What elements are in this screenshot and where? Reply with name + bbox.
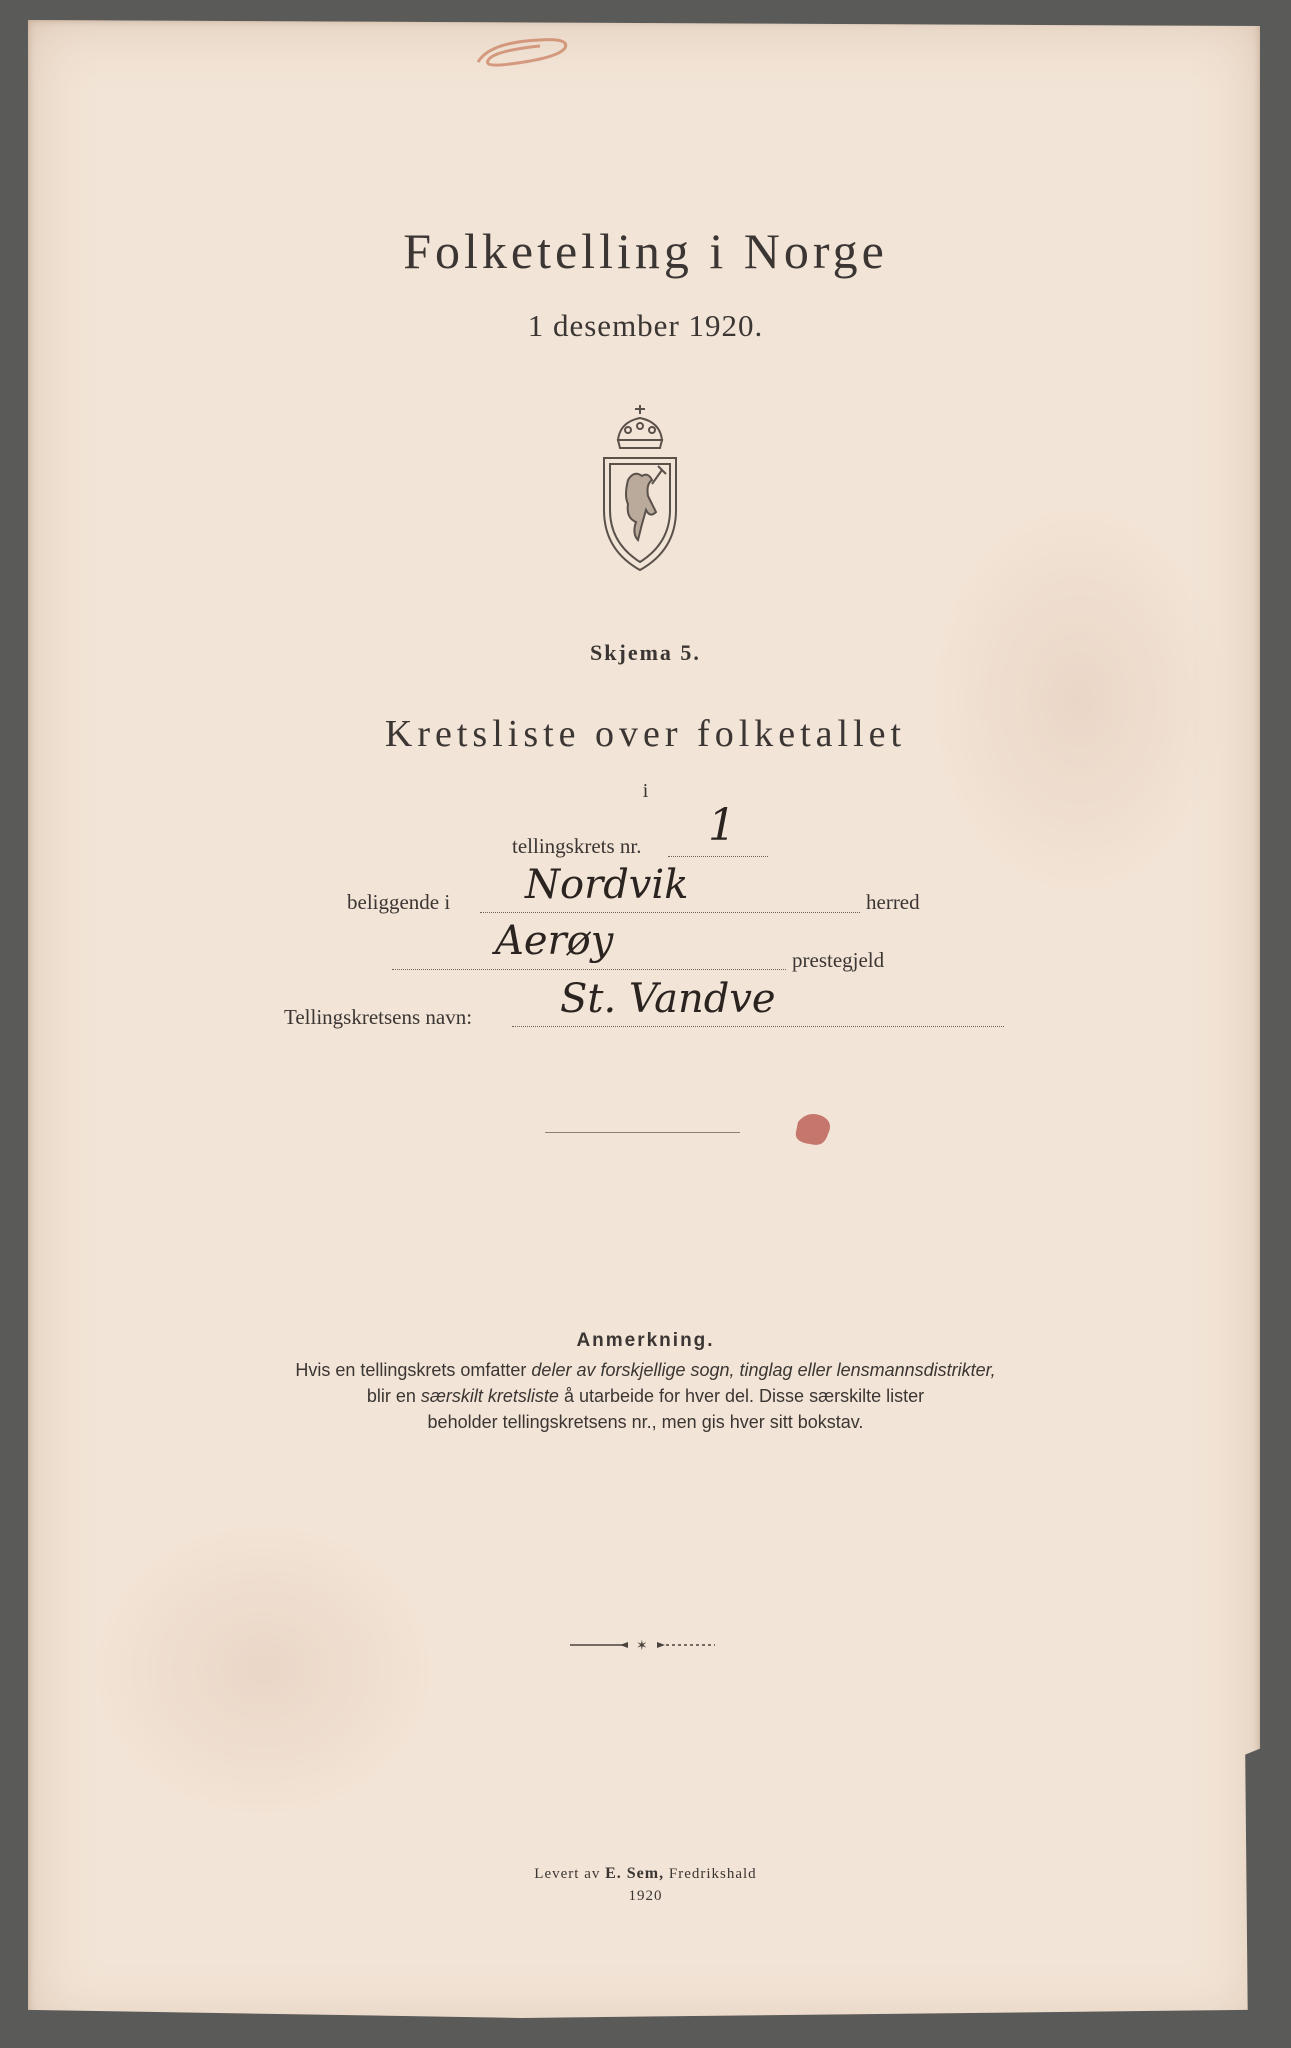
connector-word: i [642, 780, 649, 802]
herred-label: herred [866, 890, 920, 914]
krets-line [668, 856, 768, 857]
beliggende-label: beliggende i [347, 890, 451, 914]
printer-prefix: Levert av [534, 1866, 601, 1882]
note-line-3: beholder tellingskretsens nr., men gis hver sitt bokstav. [427, 1412, 864, 1432]
prestegjeld-label: prestegjeld [792, 948, 885, 972]
paperclip-mark [470, 32, 580, 72]
kretsnavn-field[interactable]: St. Vandve [560, 976, 776, 1022]
document-title: Folketelling i Norge [403, 223, 888, 279]
note-emphasis: særskilt kretsliste [420, 1386, 559, 1406]
kretsnavn-label: Tellingskretsens navn: [284, 1005, 473, 1029]
herred-line [480, 912, 860, 913]
printer-place: Fredrikshald [668, 1866, 757, 1882]
printer-year: 1920 [628, 1888, 663, 1904]
note-text: å utarbeide for hver del. Disse særskilte lister [558, 1386, 925, 1406]
paper-stain [88, 1520, 438, 1820]
census-date: 1 desember 1920. [527, 308, 764, 343]
note-heading: Anmerkning. [576, 1330, 715, 1351]
ornament-divider-icon [570, 1638, 715, 1652]
printer-credit [0, 1865, 1291, 1883]
norwegian-coat-of-arms-icon [590, 400, 690, 575]
form-heading: Kretsliste over folketallet [384, 713, 907, 755]
note-line-1 [0, 1360, 1291, 1381]
kretsnavn-line [512, 1026, 1004, 1027]
paper-stain [928, 500, 1228, 900]
prestegjeld-name-field[interactable]: Aerøy [495, 918, 614, 964]
note-line-2 [0, 1386, 1291, 1407]
note-text: blir en [366, 1386, 421, 1406]
note-emphasis: deler av forskjellige sogn, tinglag eller lensmannsdistrikter, [531, 1360, 996, 1380]
ink-blot [788, 1108, 836, 1152]
schema-number: Skjema 5. [590, 640, 701, 665]
svg-text:✶: ✶ [636, 1638, 648, 1652]
note-text: Hvis en tellingskrets omfatter [295, 1360, 532, 1380]
prestegjeld-line [392, 969, 786, 970]
krets-number-field[interactable]: 1 [708, 800, 736, 851]
krets-label: tellingskrets nr. [512, 834, 642, 858]
herred-name-field[interactable]: Nordvik [525, 862, 689, 908]
printer-name: E. Sem, [605, 1865, 665, 1882]
divider-rule [545, 1132, 740, 1133]
